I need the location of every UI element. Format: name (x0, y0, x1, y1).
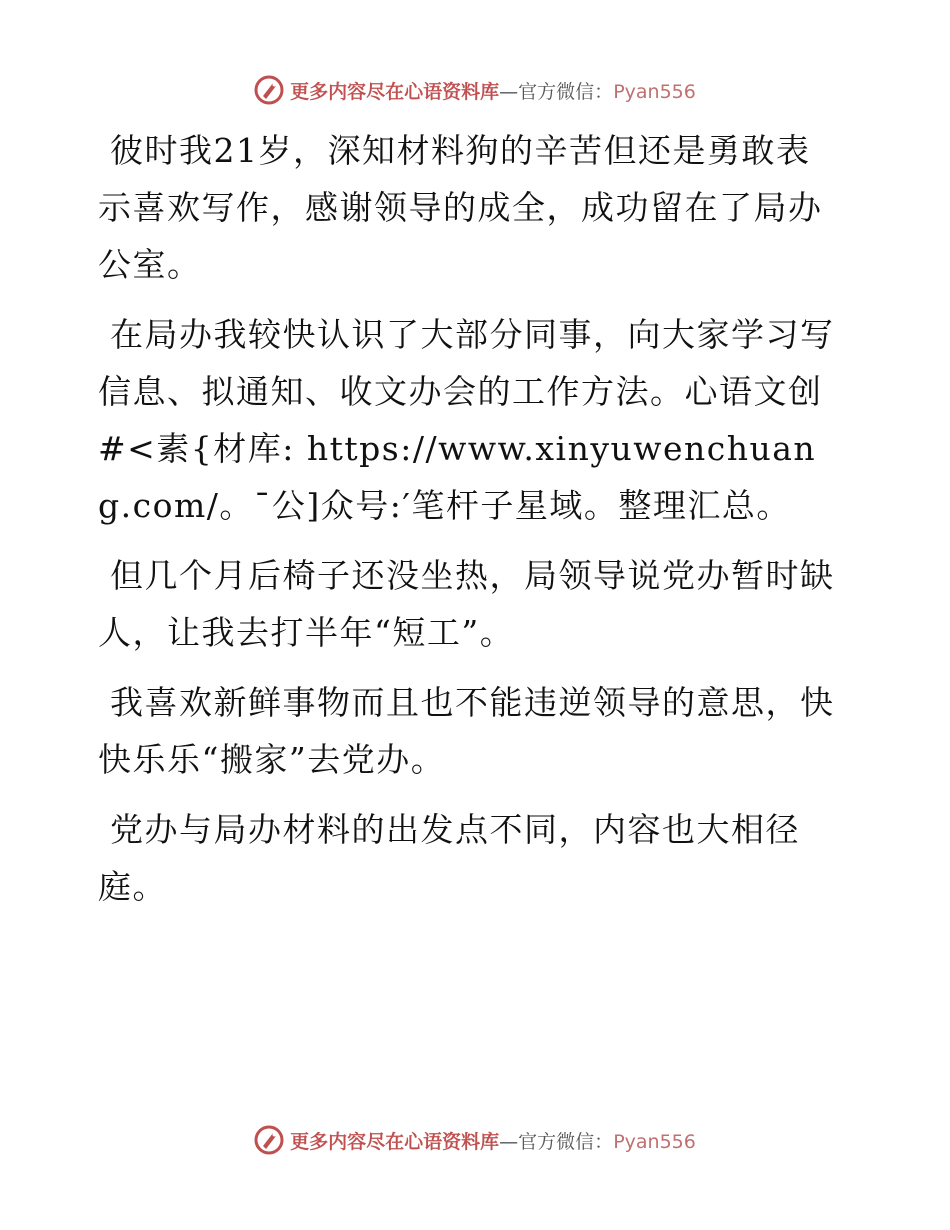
paragraph-3-text: 但几个月后椅子还没坐热，局领导说党办暂时缺人，让我去打半年“短工”。 (98, 556, 835, 652)
paragraph-5-text: 党办与局办材料的出发点不同，内容也大相径庭。 (98, 810, 800, 906)
footer-banner (0, 1120, 950, 1160)
paragraph-2-text: 在局办我较快认识了大部分同事，向大家学习写信息、拟通知、收文办会的工作方法。心语文创#<素{材库: https://www.xinyuwenchuang.com/。¯公]众号:′笔杆子星域。整理汇总。 (98, 315, 835, 525)
paragraph-3 (98, 547, 843, 661)
header-banner-prefix: 更多内容尽在心语资料库 (290, 80, 500, 103)
paragraph-2 (98, 306, 843, 534)
header-banner (0, 70, 950, 110)
document-body (98, 122, 843, 928)
paragraph-1 (98, 122, 843, 293)
header-banner-text (290, 77, 696, 104)
pen-logo-icon (254, 75, 284, 105)
header-banner-account: Pyan556 (613, 80, 696, 103)
header-banner-middle: —官方微信： (499, 80, 614, 103)
pen-logo-icon (254, 1125, 284, 1155)
paragraph-5 (98, 801, 843, 915)
footer-banner-middle: —官方微信： (499, 1130, 614, 1153)
footer-banner-prefix: 更多内容尽在心语资料库 (290, 1130, 500, 1153)
paragraph-1-text: 彼时我21岁，深知材料狗的辛苦但还是勇敢表示喜欢写作，感谢领导的成全，成功留在了局办公室。 (98, 131, 823, 284)
footer-banner-account: Pyan556 (613, 1130, 696, 1153)
paragraph-4-text: 我喜欢新鲜事物而且也不能违逆领导的意思，快快乐乐“搬家”去党办。 (98, 683, 835, 779)
paragraph-4 (98, 674, 843, 788)
footer-banner-text (290, 1127, 696, 1154)
